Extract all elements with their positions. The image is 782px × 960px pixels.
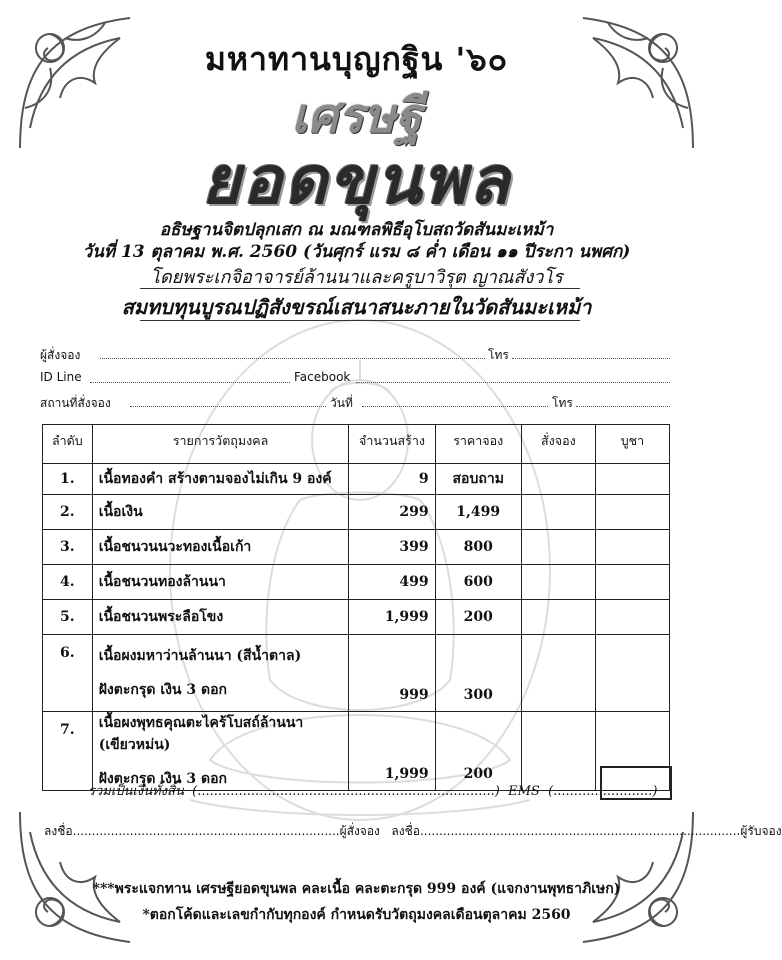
total-label: รวมเป็นเงินทั้งสิ้น	[88, 784, 184, 799]
row-price: 1,499	[435, 495, 521, 530]
table-row	[43, 495, 670, 530]
event-title: มหาทานบุญกฐิน '๖๐	[204, 40, 509, 78]
grand-total-box[interactable]	[600, 766, 672, 800]
row-order-cell[interactable]	[521, 712, 595, 791]
table-row	[43, 712, 670, 791]
ems-input[interactable]: (........................)	[543, 784, 658, 799]
col-header-item: รายการวัตถุมงคล	[92, 425, 349, 464]
row-price: 300	[435, 635, 521, 712]
orderer-signature-input[interactable]: ......................................................................	[72, 824, 340, 838]
row-no: 7.	[43, 712, 93, 791]
col-header-no: ลำดับ	[43, 425, 93, 464]
phone2-input[interactable]	[576, 406, 670, 407]
date-input[interactable]	[362, 406, 548, 407]
table-header-row	[43, 425, 670, 464]
row-total-cell[interactable]	[595, 635, 669, 712]
total-row	[88, 780, 658, 801]
row-item: เนื้อชนวนทองล้านนา	[92, 565, 349, 600]
row-order-cell[interactable]	[521, 464, 595, 495]
row-qty: 9	[349, 464, 435, 495]
row-order-cell[interactable]	[521, 565, 595, 600]
line-input[interactable]	[90, 382, 290, 383]
ceremony-date: วันที่ 13 ตุลาคม พ.ศ. 2560 (วันศุกร์ แรม ๘ ค่ำ เดือน ๑๑ ปีระกา นพศก)	[82, 242, 631, 262]
row-total-cell[interactable]	[595, 600, 669, 635]
row-qty: 399	[349, 530, 435, 565]
row-total-cell[interactable]	[595, 565, 669, 600]
place-field-row	[40, 394, 673, 412]
signature-row	[44, 822, 782, 841]
col-header-total: บูชา	[595, 425, 669, 464]
phone-label: โทร	[488, 348, 509, 362]
row-price: สอบถาม	[435, 464, 521, 495]
row-no: 6.	[43, 635, 93, 712]
amulet-name-line1: เศรษฐี	[291, 88, 422, 144]
line-field-row	[40, 370, 673, 388]
row-item-line2: ฝังตะกรุด เงิน 3 ดอก	[98, 771, 227, 787]
row-order-cell[interactable]	[521, 495, 595, 530]
facebook-input[interactable]	[356, 382, 670, 383]
amulet-name-line2: ยอดขุนพล	[201, 141, 512, 219]
phone-input[interactable]	[512, 358, 670, 359]
orderer-field-row	[40, 346, 673, 364]
row-item: เนื้อชนวนนวะทองเนื้อเก้า	[92, 530, 349, 565]
row-item-line1: เนื้อผงมหาว่านล้านนา (สีน้ำตาล)	[98, 648, 302, 664]
row-no: 5.	[43, 600, 93, 635]
orderer-label: ผู้สั่งจอง	[40, 348, 81, 362]
table-row	[43, 600, 670, 635]
table-row	[43, 530, 670, 565]
row-no: 1.	[43, 464, 93, 495]
row-order-cell[interactable]	[521, 600, 595, 635]
purpose-text: สมทบทุนบูรณปฏิสังขรณ์เสนาสนะภายในวัดสันมะเหม้า	[121, 295, 592, 319]
row-item	[92, 712, 349, 791]
ceremony-monks: โดยพระเกจิอาจารย์ล้านนาและครูบาวิรุต ญาณสังวโร	[150, 267, 563, 288]
col-header-order: สั่งจอง	[521, 425, 595, 464]
sign-label: ลงชื่อ	[391, 824, 420, 838]
divider	[140, 288, 580, 289]
col-header-qty: จำนวนสร้าง	[349, 425, 435, 464]
orderer-signature-label: ผู้สั่งจอง	[339, 824, 380, 838]
total-input[interactable]: (........................................................................)	[188, 784, 504, 799]
row-total-cell[interactable]	[595, 495, 669, 530]
row-no: 3.	[43, 530, 93, 565]
row-price: 800	[435, 530, 521, 565]
divider	[140, 320, 580, 321]
row-no: 4.	[43, 565, 93, 600]
phone2-label: โทร	[552, 396, 573, 410]
row-item: เนื้อทองคำ สร้างตามจองไม่เกิน 9 องค์	[92, 464, 349, 495]
row-qty: 999	[349, 635, 435, 712]
row-item-line2: ฝังตะกรุด เงิน 3 ดอก	[98, 682, 227, 698]
table-row	[43, 635, 670, 712]
row-item	[92, 635, 349, 712]
row-item-line1: เนื้อผงพุทธคุณตะไคร้โบสถ์ล้านนา (เขียวหม่น)	[98, 715, 304, 753]
place-input[interactable]	[130, 406, 326, 407]
ems-label: EMS	[508, 784, 540, 799]
sign-label: ลงชื่อ	[44, 824, 73, 838]
row-qty: 499	[349, 565, 435, 600]
row-qty: 1,999	[349, 600, 435, 635]
row-order-cell[interactable]	[521, 530, 595, 565]
place-label: สถานที่สั่งจอง	[40, 396, 111, 410]
facebook-label: Facebook	[294, 370, 351, 384]
table-row	[43, 464, 670, 495]
date-label: วันที่	[330, 396, 353, 410]
row-price: 600	[435, 565, 521, 600]
row-total-cell[interactable]	[595, 464, 669, 495]
receiver-signature-input[interactable]: ....................................................................................	[419, 824, 741, 838]
row-total-cell[interactable]	[595, 530, 669, 565]
row-no: 2.	[43, 495, 93, 530]
row-item: เนื้อชนวนพระลือโขง	[92, 600, 349, 635]
ceremony-location: อธิษฐานจิตปลุกเสก ณ มณฑลพิธีอุโบสถวัดสันมะเหม้า	[159, 220, 554, 240]
receiver-signature-label: ผู้รับจอง	[740, 824, 782, 838]
line-label: ID Line	[40, 370, 82, 384]
row-price: 200	[435, 712, 521, 791]
col-header-price: ราคาจอง	[435, 425, 521, 464]
table-row	[43, 565, 670, 600]
note-code: *ตอกโค้ดและเลขกำกับทุกองค์ กำหนดรับวัตถุมงคลเดือนตุลาคม 2560	[142, 907, 571, 923]
row-item: เนื้อเงิน	[92, 495, 349, 530]
row-price: 200	[435, 600, 521, 635]
note-giveaway: ***พระแจกทาน เศรษฐียอดขุนพล คละเนื้อ คละตะกรุด 999 องค์ (แจกงานพุทธาภิเษก)	[92, 881, 621, 897]
order-table	[42, 424, 670, 791]
row-qty: 1,999	[349, 712, 435, 791]
row-qty: 299	[349, 495, 435, 530]
orderer-input[interactable]	[100, 358, 485, 359]
row-order-cell[interactable]	[521, 635, 595, 712]
